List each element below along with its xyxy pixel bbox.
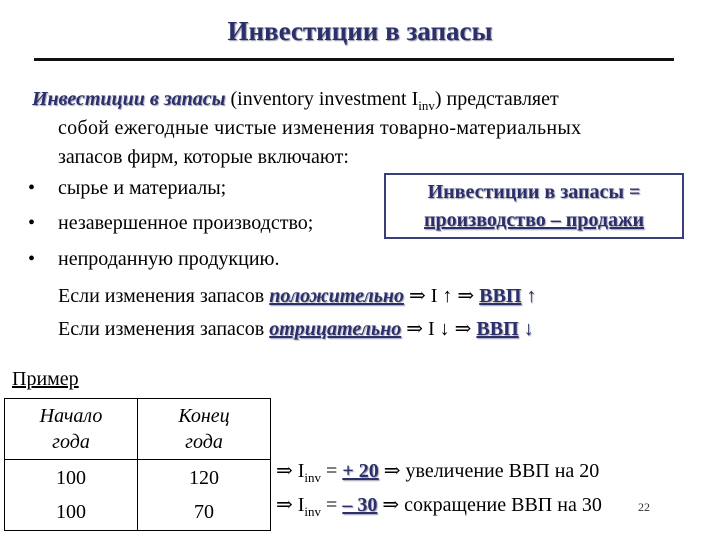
intro-line-1-tail: ) представляет	[434, 88, 559, 110]
condition-emph: отрицательно	[269, 318, 402, 340]
intro-line-3: запасов фирм, которые включают:	[58, 146, 349, 168]
result-eq: =	[321, 460, 343, 482]
table-header-start	[5, 399, 138, 460]
cell-value: 70	[194, 501, 214, 523]
intro-line-1-sub: inv	[418, 98, 435, 113]
gdp-label: ВВП	[476, 318, 519, 340]
title-divider	[34, 58, 674, 61]
gdp-label: ВВП	[479, 285, 522, 307]
header-word: года	[185, 431, 223, 453]
bullet-dot: •	[28, 212, 36, 234]
header-word: Начало	[39, 405, 103, 427]
table-cell-end	[138, 460, 271, 531]
intro-line-2: собой ежегодные чистые изменения товарно-материальных	[58, 117, 582, 139]
condition-negative	[58, 316, 534, 341]
intro-line-1-rest: (inventory investment I	[225, 88, 419, 110]
condition-prefix: Если изменения запасов	[58, 285, 270, 307]
result-prefix: ⇒ I	[276, 494, 305, 516]
condition-emph: положительно	[269, 285, 404, 307]
arrow-down-icon: ↓	[523, 318, 534, 340]
table-row	[5, 460, 271, 531]
header-word: Конец	[178, 405, 230, 427]
formula-line-2: производство – продажи	[424, 209, 644, 231]
bullet-text: сырье и материалы;	[58, 177, 227, 199]
result-decrease	[276, 492, 602, 520]
bullet-text: непроданную продукцию.	[58, 248, 280, 270]
result-number: – 30	[342, 494, 378, 516]
table-header-end	[138, 399, 271, 460]
condition-positive	[58, 283, 536, 308]
cell-value: 120	[189, 467, 219, 489]
table-cell-start	[5, 460, 138, 531]
cell-value: 100	[56, 467, 86, 489]
condition-suffix: ⇒ I ↑ ⇒	[403, 285, 480, 307]
formula-box	[384, 173, 684, 239]
result-sub: inv	[304, 504, 322, 519]
formula-line-1: Инвестиции в запасы =	[427, 181, 641, 203]
result-eq: =	[321, 494, 343, 516]
bullet-dot: •	[28, 248, 36, 270]
example-table	[4, 398, 271, 531]
condition-suffix: ⇒ I ↓ ⇒	[401, 318, 477, 340]
page-number: 22	[638, 500, 650, 514]
bullet-text: незавершенное производство;	[58, 212, 314, 234]
result-text: ⇒ сокращение ВВП на 30	[377, 494, 602, 516]
arrow-up-icon: ↑	[526, 285, 537, 307]
result-number: + 20	[342, 460, 379, 482]
intro-line-1	[32, 88, 559, 114]
header-word: года	[52, 431, 90, 453]
table-header-row	[5, 399, 271, 460]
intro-term: Инвестиции в запасы	[32, 88, 226, 110]
bullet-dot: •	[28, 177, 36, 199]
condition-prefix: Если изменения запасов	[58, 318, 270, 340]
example-label: Пример	[12, 368, 79, 390]
result-increase	[276, 458, 599, 486]
cell-value: 100	[56, 501, 86, 523]
slide-title: Инвестиции в запасы	[227, 16, 493, 46]
result-sub: inv	[304, 470, 322, 485]
result-prefix: ⇒ I	[276, 460, 305, 482]
result-text: ⇒ увеличение ВВП на 20	[378, 460, 600, 482]
